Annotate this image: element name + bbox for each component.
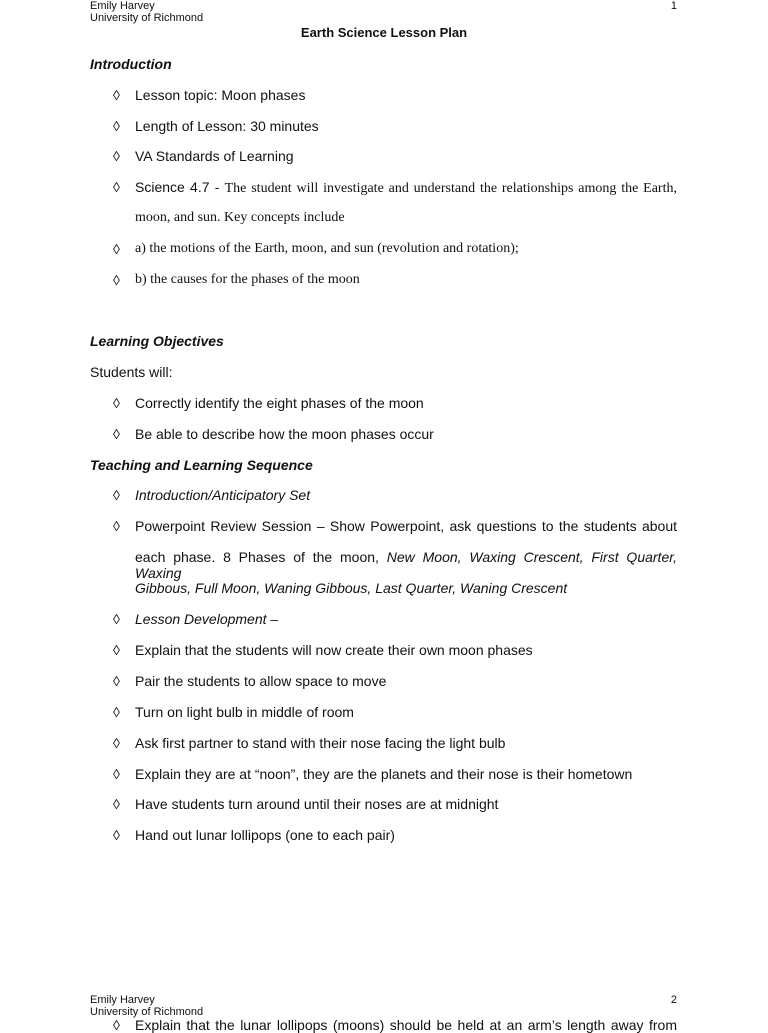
header-author: Emily Harvey (90, 0, 155, 12)
list-item: Length of Lesson: 30 minutes (135, 118, 319, 134)
powerpoint-line-2 (135, 549, 677, 581)
bullet-diamond-icon: ◊ (113, 518, 120, 534)
header-institution: University of Richmond (90, 1006, 204, 1018)
bullet-diamond-icon: ◊ (113, 241, 120, 257)
list-item: Explain they are at “noon”, they are the planets and their nose is their hometown (135, 766, 633, 782)
powerpoint-line-2-plain: each phase. 8 Phases of the moon, (135, 549, 387, 565)
header-author: Emily Harvey (90, 994, 155, 1006)
page-number: 2 (670, 994, 677, 1006)
list-item: Have students turn around until their noses are at midnight (135, 796, 499, 812)
moon-phases-list-cont: Gibbous, Full Moon, Waning Gibbous, Last Quarter, Waning Crescent (135, 580, 568, 596)
bullet-diamond-icon: ◊ (113, 1017, 120, 1033)
science-standard-line (135, 179, 677, 197)
section-heading-objectives: Learning Objectives (90, 333, 224, 349)
bullet-diamond-icon: ◊ (113, 827, 120, 843)
key-concept-b: b) the causes for the phases of the moon (135, 272, 360, 287)
bullet-diamond-icon: ◊ (113, 487, 120, 503)
bullet-diamond-icon: ◊ (113, 673, 120, 689)
section-heading-introduction: Introduction (90, 56, 172, 72)
science-standard-text: The student will investigate and understand the relationships among the Earth, (224, 181, 677, 196)
bullet-diamond-icon: ◊ (113, 148, 120, 164)
list-item: Ask first partner to stand with their nose facing the light bulb (135, 735, 506, 751)
list-item (135, 611, 677, 627)
list-item: VA Standards of Learning (135, 148, 294, 164)
science-standard-continuation: moon, and sun. Key concepts include (135, 210, 345, 225)
running-header-page-2 (90, 994, 203, 1018)
science-standard-label: Science 4.7 - (135, 179, 225, 195)
bullet-diamond-icon: ◊ (113, 766, 120, 782)
intro-set-text: Introduction/Anticipatory Set (135, 487, 311, 503)
page-number: 1 (670, 0, 677, 12)
document-title: Earth Science Lesson Plan (300, 25, 468, 40)
bullet-diamond-icon: ◊ (113, 735, 120, 751)
lesson-development-text: Lesson Development – (135, 611, 279, 627)
running-header (90, 0, 203, 24)
list-item: Lesson topic: Moon phases (135, 87, 306, 103)
objectives-intro: Students will: (90, 364, 173, 380)
list-item: Explain that the students will now create their own moon phases (135, 642, 533, 658)
list-item: Hand out lunar lollipops (one to each pair) (135, 827, 395, 843)
bullet-diamond-icon: ◊ (113, 642, 120, 658)
bullet-diamond-icon: ◊ (113, 395, 120, 411)
bullet-diamond-icon: ◊ (113, 704, 120, 720)
list-item: Pair the students to allow space to move (135, 673, 387, 689)
bullet-diamond-icon: ◊ (113, 179, 120, 195)
powerpoint-line-3 (135, 580, 677, 596)
list-item (135, 487, 677, 503)
section-heading-sequence: Teaching and Learning Sequence (90, 457, 313, 473)
bullet-diamond-icon: ◊ (113, 272, 120, 288)
bullet-diamond-icon: ◊ (113, 611, 120, 627)
bullet-diamond-icon: ◊ (113, 796, 120, 812)
key-concept-a: a) the motions of the Earth, moon, and sun (revolution and rotation); (135, 241, 519, 256)
moon-phases-list: New Moon, Waxing Crescent, First Quarter, Waxing (135, 549, 678, 581)
header-institution: University of Richmond (90, 12, 204, 24)
bullet-diamond-icon: ◊ (113, 118, 120, 134)
list-item: Turn on light bulb in middle of room (135, 704, 354, 720)
powerpoint-line-1: Powerpoint Review Session – Show Powerpoint, ask questions to the students about (135, 518, 677, 534)
bullet-diamond-icon: ◊ (113, 426, 120, 442)
list-item: Be able to describe how the moon phases occur (135, 426, 434, 442)
cut-off-line: Explain that the lunar lollipops (moons) should be held at an arm’s length away from (135, 1017, 677, 1033)
bullet-diamond-icon: ◊ (113, 87, 120, 103)
list-item: Correctly identify the eight phases of the moon (135, 395, 424, 411)
